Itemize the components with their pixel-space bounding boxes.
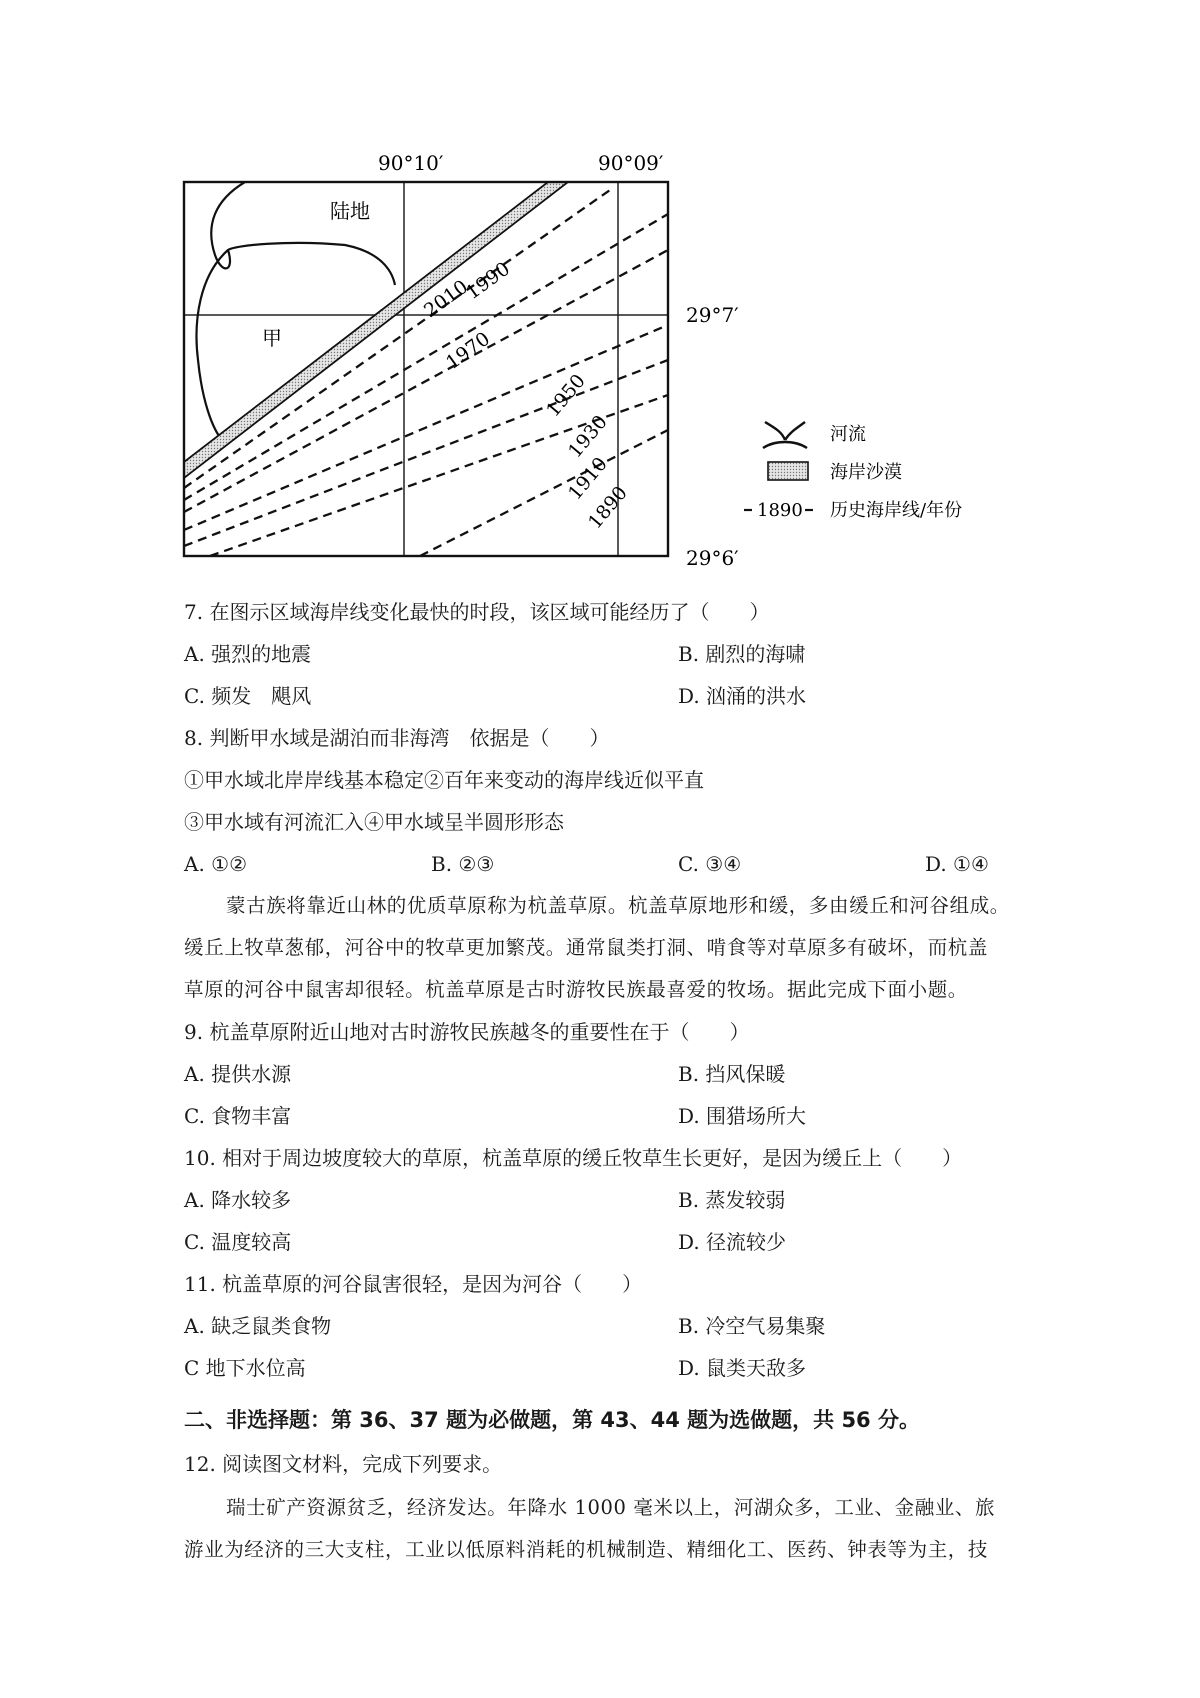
coastline-1890b: [420, 430, 668, 556]
question-9-stem: 9. 杭盖草原附近山地对古时游牧民族越冬的重要性在于（ ）: [184, 1020, 750, 1044]
year-label-1950: 1950: [541, 370, 590, 422]
q9-option-a[interactable]: A. 提供水源: [184, 1062, 292, 1086]
passage-line-3: 草原的河谷中鼠害却很轻。杭盖草原是古时游牧民族最喜爱的牧场。据此完成下面小题。: [184, 978, 968, 1001]
q7-option-c[interactable]: C. 频发 飓风: [184, 684, 312, 708]
lake-shore: [197, 250, 228, 440]
q11-option-d[interactable]: D. 鼠类天敌多: [678, 1356, 807, 1380]
map-legend: [744, 422, 962, 521]
q8-option-b[interactable]: B. ②③: [431, 852, 495, 876]
q10-option-d[interactable]: D. 径流较少: [678, 1230, 787, 1254]
q10-option-c[interactable]: C. 温度较高: [184, 1230, 292, 1254]
year-label-1970: 1970: [442, 327, 495, 375]
sand-swatch-icon: [768, 462, 808, 480]
q10-option-b[interactable]: B. 蒸发较弱: [678, 1188, 786, 1212]
land-boundary: [211, 182, 395, 285]
q9-option-b[interactable]: B. 挡风保暖: [678, 1062, 786, 1086]
coastline-1990: [184, 190, 610, 488]
question-10-stem: 10. 相对于周边坡度较大的草原，杭盖草原的缓丘牧草生长更好，是因为缓丘上（ ）: [184, 1146, 963, 1170]
coastal-desert-band: [184, 182, 568, 478]
land-label: 陆地: [330, 199, 370, 223]
q12-material-line-1: 瑞士矿产资源贫乏，经济发达。年降水 1000 毫米以上，河湖众多，工业、金融业、旅: [226, 1496, 996, 1519]
passage-line-2: 缓丘上牧草葱郁，河谷中的牧草更加繁茂。通常鼠类打洞、啃食等对草原多有破坏，而杭盖: [184, 936, 989, 959]
q9-option-d[interactable]: D. 围猎场所大: [678, 1104, 807, 1128]
q10-option-a[interactable]: A. 降水较多: [184, 1188, 292, 1212]
question-7-stem: 7. 在图示区域海岸线变化最快的时段，该区域可能经历了（ ）: [184, 600, 770, 624]
passage-line-1: 蒙古族将靠近山林的优质草原称为杭盖草原。杭盖草原地形和缓，多由缓丘和河谷组成。: [226, 894, 1010, 917]
question-12-stem: 12. 阅读图文材料，完成下列要求。: [184, 1452, 503, 1476]
year-label-1890: 1890: [583, 482, 632, 534]
q7-option-d[interactable]: D. 汹涌的洪水: [678, 684, 807, 708]
q11-option-b[interactable]: B. 冷空气易集聚: [678, 1314, 826, 1338]
q12-material-line-2: 游业为经济的三大支柱，工业以低原料消耗的机械制造、精细化工、医药、钟表等为主，技: [184, 1538, 989, 1561]
q8-statement-2: ③甲水域有河流汇入④甲水域呈半圆形形态: [184, 810, 564, 834]
question-8-stem: 8. 判断甲水域是湖泊而非海湾 依据是（ ）: [184, 726, 610, 750]
river-icon: [763, 422, 807, 448]
q7-option-a[interactable]: A. 强烈的地震: [184, 642, 312, 666]
lat-label-1: 29°7′: [686, 303, 739, 327]
legend-river: 河流: [830, 424, 866, 445]
coastline-map: [0, 0, 1200, 600]
year-label-2010: 2010: [420, 275, 473, 323]
q11-option-a[interactable]: A. 缺乏鼠类食物: [184, 1314, 332, 1338]
q8-option-d[interactable]: D. ①④: [925, 852, 989, 876]
q7-option-b[interactable]: B. 剧烈的海啸: [678, 642, 806, 666]
section-title: 二、非选择题：第 36、37 题为必做题，第 43、44 题为选做题，共 56 分。: [184, 1408, 920, 1432]
q11-option-c[interactable]: C 地下水位高: [184, 1356, 306, 1380]
q9-option-c[interactable]: C. 食物丰富: [184, 1104, 292, 1128]
legend-line: 历史海岸线/年份: [830, 500, 963, 521]
q8-option-c[interactable]: C. ③④: [678, 852, 742, 876]
lon-label-1: 90°10′: [378, 151, 444, 175]
legend-line-sample: 1890: [757, 500, 803, 521]
water-label: 甲: [262, 326, 282, 350]
year-label-1910: 1910: [563, 453, 612, 505]
q8-option-a[interactable]: A. ①②: [184, 852, 248, 876]
year-label-1990: 1990: [462, 257, 515, 305]
question-11-stem: 11. 杭盖草原的河谷鼠害很轻，是因为河谷（ ）: [184, 1272, 643, 1296]
q8-statement-1: ①甲水域北岸岸线基本稳定②百年来变动的海岸线近似平直: [184, 768, 704, 792]
year-label-1930: 1930: [563, 411, 612, 463]
lon-label-2: 90°09′: [598, 151, 664, 175]
lat-label-2: 29°6′: [686, 546, 739, 570]
legend-sand: 海岸沙漠: [830, 462, 902, 483]
